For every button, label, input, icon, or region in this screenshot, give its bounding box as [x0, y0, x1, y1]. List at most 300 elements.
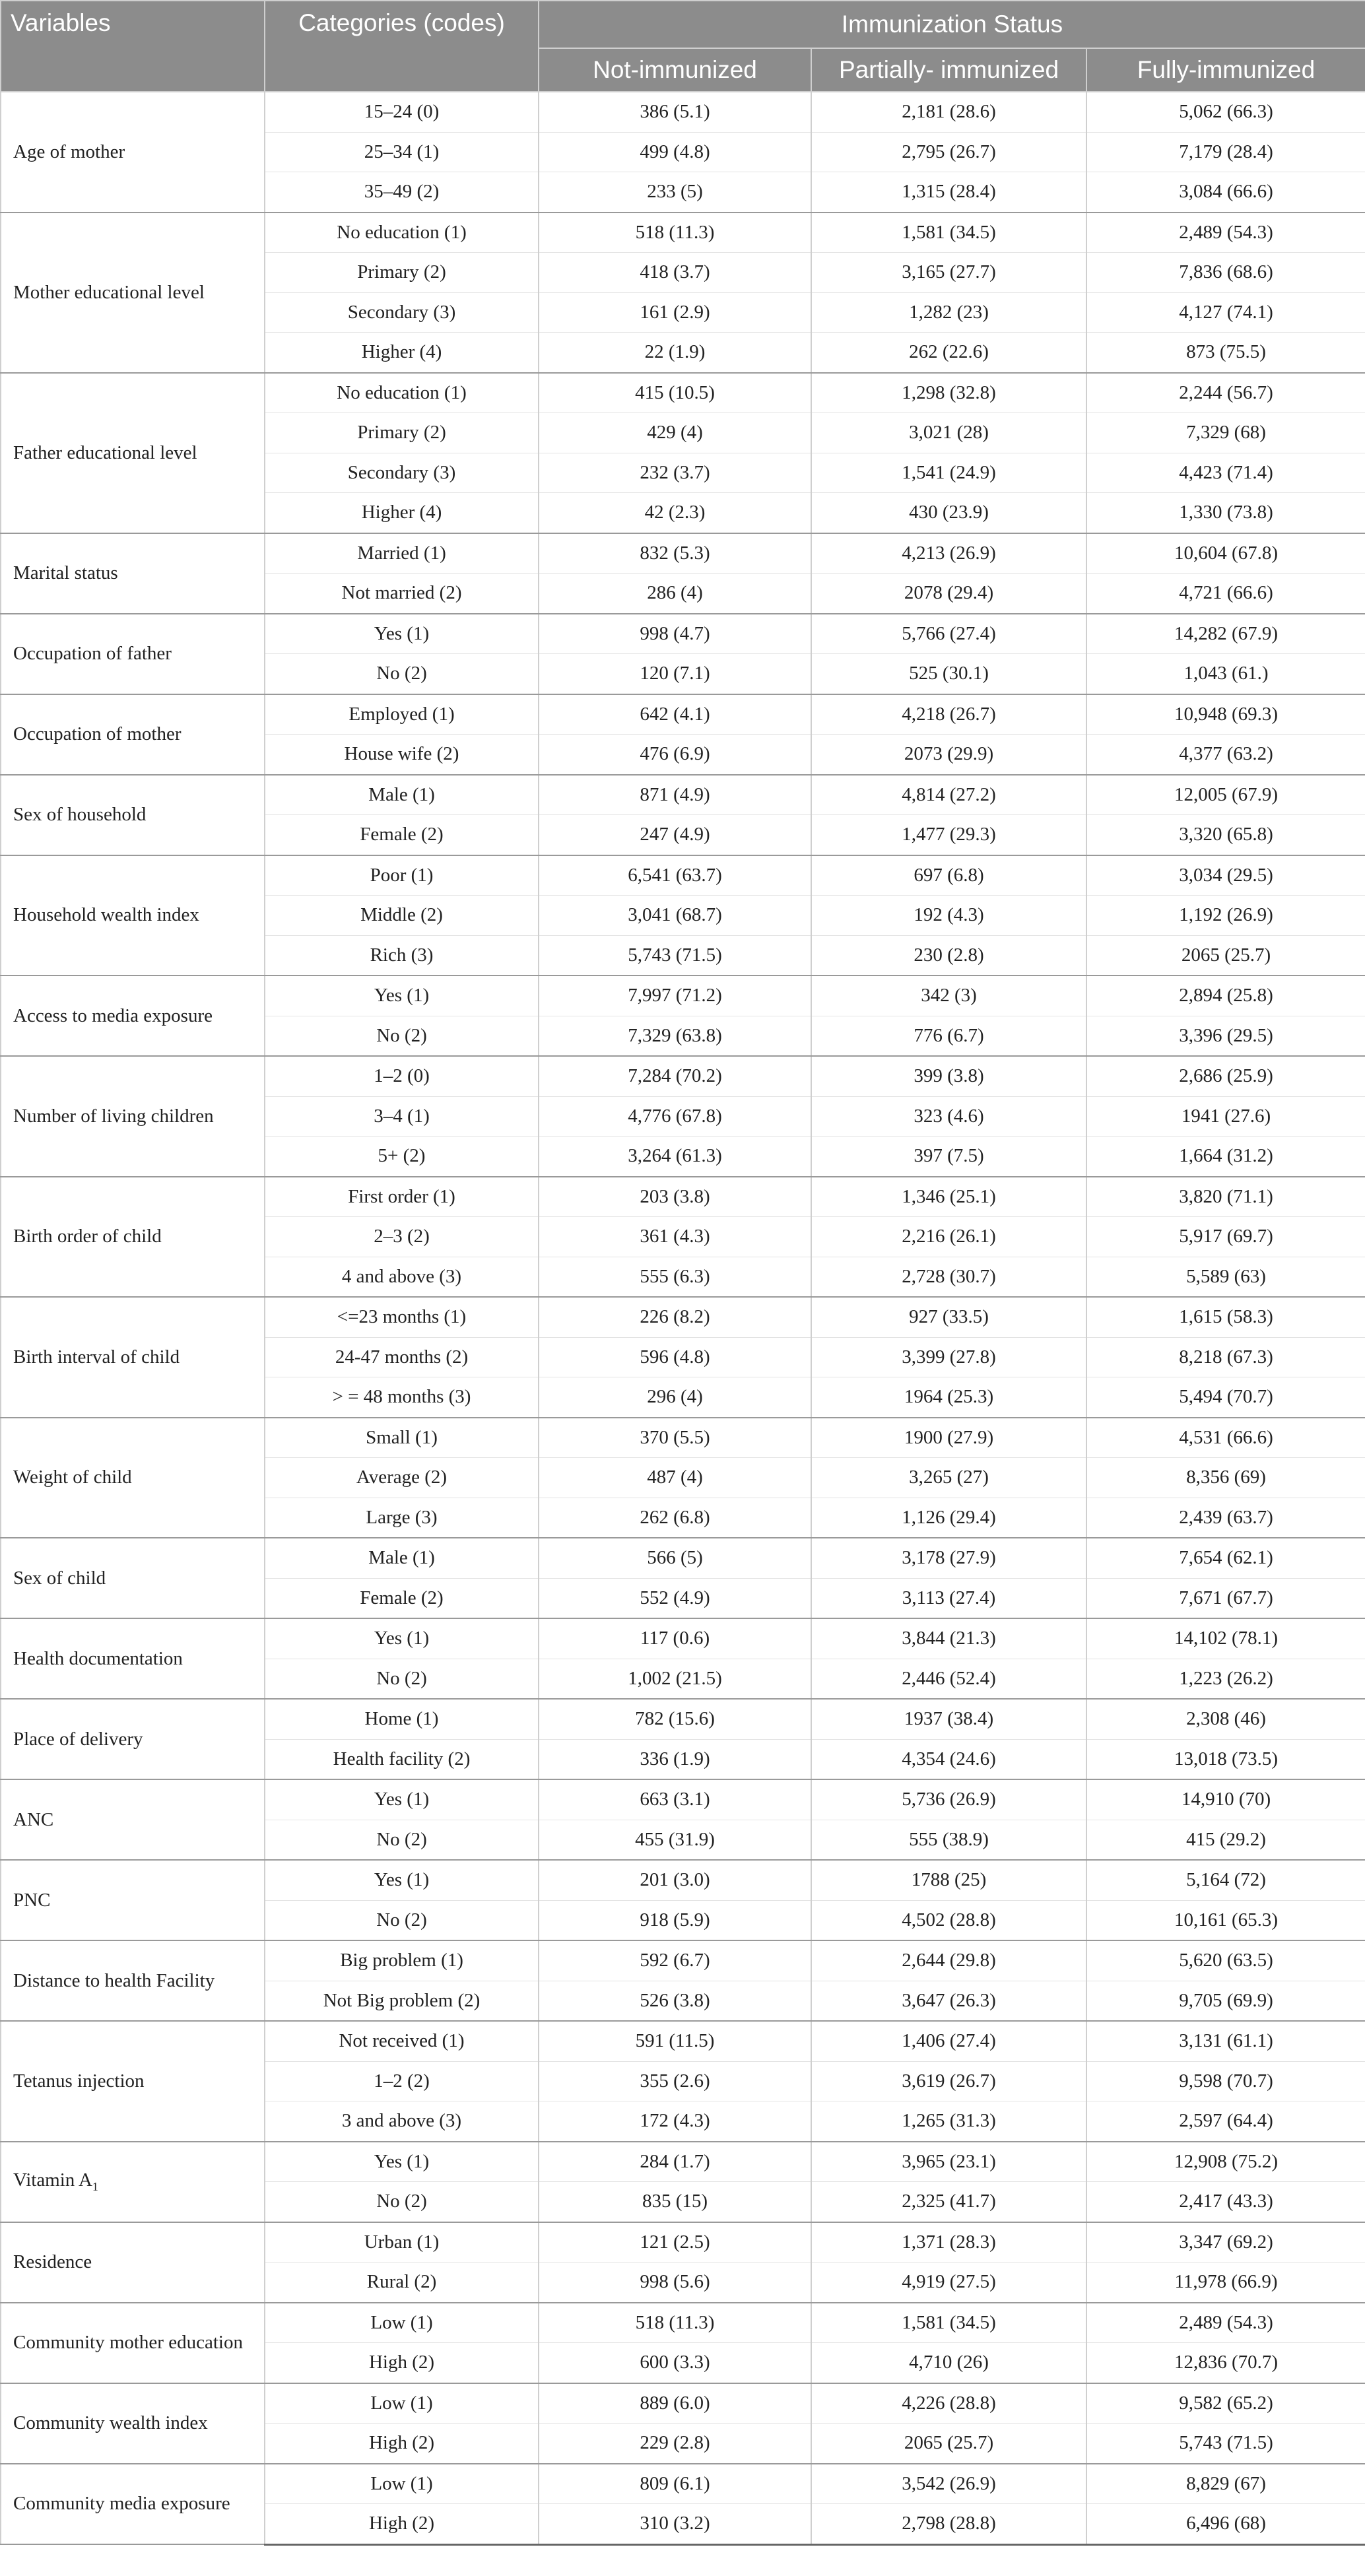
- category-cell: Yes (1): [265, 2142, 539, 2182]
- not-immunized-cell: 555 (6.3): [539, 1257, 811, 1297]
- fully-immunized-cell: 9,598 (70.7): [1086, 2061, 1365, 2101]
- variable-cell: [1, 1779, 265, 1860]
- fully-immunized-cell: 5,589 (63): [1086, 1257, 1365, 1297]
- table-row: [1, 694, 1365, 735]
- category-cell: No (2): [265, 1900, 539, 1940]
- variable-cell: [1, 1699, 265, 1779]
- not-immunized-cell: 918 (5.9): [539, 1900, 811, 1940]
- category-cell: House wife (2): [265, 735, 539, 775]
- partially-immunized-cell: 1,298 (32.8): [811, 373, 1086, 413]
- table-row: [1, 1860, 1365, 1900]
- variable-label: Access to media exposure: [13, 1005, 213, 1026]
- partially-immunized-cell: 3,165 (27.7): [811, 253, 1086, 293]
- category-cell: Primary (2): [265, 253, 539, 293]
- fully-immunized-cell: 12,005 (67.9): [1086, 775, 1365, 815]
- fully-immunized-cell: 1941 (27.6): [1086, 1096, 1365, 1137]
- immunization-status-header: Immunization Status: [539, 1, 1365, 48]
- not-immunized-cell: 998 (5.6): [539, 2262, 811, 2303]
- category-cell: No (2): [265, 1820, 539, 1860]
- variable-cell: [1, 1860, 265, 1940]
- not-immunized-cell: 296 (4): [539, 1377, 811, 1418]
- variable-cell: [1, 614, 265, 694]
- partially-immunized-cell: 4,919 (27.5): [811, 2262, 1086, 2303]
- not-immunized-cell: 172 (4.3): [539, 2101, 811, 2142]
- partially-immunized-cell: 2,446 (52.4): [811, 1659, 1086, 1699]
- category-cell: 1–2 (0): [265, 1056, 539, 1096]
- category-cell: 1–2 (2): [265, 2061, 539, 2101]
- not-immunized-cell: 998 (4.7): [539, 614, 811, 654]
- partially-immunized-cell: 1,126 (29.4): [811, 1498, 1086, 1538]
- partially-immunized-cell: 3,178 (27.9): [811, 1538, 1086, 1578]
- table-row: [1, 975, 1365, 1016]
- category-cell: Big problem (1): [265, 1940, 539, 1981]
- fully-immunized-cell: 2,244 (56.7): [1086, 373, 1365, 413]
- not-immunized-cell: 5,743 (71.5): [539, 935, 811, 975]
- category-cell: Not married (2): [265, 574, 539, 614]
- not-immunized-cell: 476 (6.9): [539, 735, 811, 775]
- fully-immunized-cell: 10,948 (69.3): [1086, 694, 1365, 735]
- variable-label: Weight of child: [13, 1467, 132, 1488]
- fully-immunized-cell: 7,329 (68): [1086, 413, 1365, 453]
- table-row: [1, 855, 1365, 896]
- partially-immunized-cell: 2073 (29.9): [811, 735, 1086, 775]
- variable-label: ANC: [13, 1808, 54, 1830]
- partially-immunized-cell: 697 (6.8): [811, 855, 1086, 896]
- partially-immunized-cell: 4,354 (24.6): [811, 1739, 1086, 1779]
- fully-immunized-cell: 2,417 (43.3): [1086, 2182, 1365, 2222]
- partially-immunized-cell: 192 (4.3): [811, 896, 1086, 936]
- table-row: [1, 1418, 1365, 1458]
- partially-immunized-cell: 230 (2.8): [811, 935, 1086, 975]
- variable-label: PNC: [13, 1889, 51, 1911]
- category-cell: Home (1): [265, 1699, 539, 1739]
- variable-cell: [1, 2303, 265, 2383]
- partially-immunized-cell: 1,371 (28.3): [811, 2222, 1086, 2262]
- variable-cell: [1, 2142, 265, 2222]
- variable-label: Birth order of child: [13, 1226, 162, 1247]
- category-cell: Female (2): [265, 1578, 539, 1618]
- not-immunized-cell: 832 (5.3): [539, 533, 811, 574]
- partially-immunized-cell: 5,736 (26.9): [811, 1779, 1086, 1820]
- partially-immunized-cell: 1,477 (29.3): [811, 815, 1086, 855]
- partially-immunized-cell: 3,542 (26.9): [811, 2464, 1086, 2504]
- not-immunized-cell: 596 (4.8): [539, 1337, 811, 1377]
- variable-cell: [1, 694, 265, 775]
- fully-immunized-cell: 6,496 (68): [1086, 2504, 1365, 2545]
- category-cell: Not Big problem (2): [265, 1981, 539, 2021]
- not-immunized-cell: 370 (5.5): [539, 1418, 811, 1458]
- category-cell: Urban (1): [265, 2222, 539, 2262]
- category-cell: Secondary (3): [265, 292, 539, 333]
- variable-cell: [1, 855, 265, 976]
- not-immunized-cell: 871 (4.9): [539, 775, 811, 815]
- not-immunized-cell: 203 (3.8): [539, 1177, 811, 1217]
- partially-immunized-cell: 4,814 (27.2): [811, 775, 1086, 815]
- category-cell: No education (1): [265, 373, 539, 413]
- partially-immunized-cell: 430 (23.9): [811, 493, 1086, 533]
- table-row: [1, 1779, 1365, 1820]
- variable-label: Household wealth index: [13, 904, 199, 926]
- not-immunized-cell: 889 (6.0): [539, 2383, 811, 2424]
- table-row: [1, 1538, 1365, 1578]
- not-immunized-cell: 809 (6.1): [539, 2464, 811, 2504]
- variable-cell: [1, 2464, 265, 2545]
- fully-immunized-cell: 1,615 (58.3): [1086, 1297, 1365, 1337]
- fully-immunized-cell: 1,223 (26.2): [1086, 1659, 1365, 1699]
- variable-label: Community wealth index: [13, 2412, 208, 2433]
- variable-cell: [1, 92, 265, 213]
- not-immunized-cell: 1,002 (21.5): [539, 1659, 811, 1699]
- fully-immunized-header: Fully-immunized: [1086, 48, 1365, 92]
- category-cell: Health facility (2): [265, 1739, 539, 1779]
- not-immunized-cell: 226 (8.2): [539, 1297, 811, 1337]
- fully-immunized-cell: 10,161 (65.3): [1086, 1900, 1365, 1940]
- partially-immunized-cell: 5,766 (27.4): [811, 614, 1086, 654]
- table-row: [1, 1297, 1365, 1337]
- variable-label: Tetanus injection: [13, 2070, 145, 2092]
- not-immunized-cell: 642 (4.1): [539, 694, 811, 735]
- not-immunized-cell: 3,264 (61.3): [539, 1137, 811, 1177]
- partially-immunized-cell: 2065 (25.7): [811, 2424, 1086, 2464]
- partially-immunized-cell: 2078 (29.4): [811, 574, 1086, 614]
- partially-immunized-cell: 342 (3): [811, 975, 1086, 1016]
- partially-immunized-cell: 397 (7.5): [811, 1137, 1086, 1177]
- partially-immunized-cell: 4,226 (28.8): [811, 2383, 1086, 2424]
- partially-immunized-cell: 1,346 (25.1): [811, 1177, 1086, 1217]
- fully-immunized-cell: 7,654 (62.1): [1086, 1538, 1365, 1578]
- category-cell: Poor (1): [265, 855, 539, 896]
- not-immunized-cell: 526 (3.8): [539, 1981, 811, 2021]
- partially-immunized-cell: 4,213 (26.9): [811, 533, 1086, 574]
- partially-immunized-cell: 2,216 (26.1): [811, 1217, 1086, 1257]
- category-cell: Yes (1): [265, 1860, 539, 1900]
- variable-cell: [1, 975, 265, 1056]
- category-cell: Female (2): [265, 815, 539, 855]
- not-immunized-cell: 42 (2.3): [539, 493, 811, 533]
- categories-header: Categories (codes): [265, 1, 539, 92]
- partially-immunized-cell: 2,728 (30.7): [811, 1257, 1086, 1297]
- variable-cell: [1, 775, 265, 855]
- not-immunized-header: Not-immunized: [539, 48, 811, 92]
- variable-cell: [1, 1056, 265, 1177]
- fully-immunized-cell: 11,978 (66.9): [1086, 2262, 1365, 2303]
- fully-immunized-cell: 2,489 (54.3): [1086, 213, 1365, 253]
- variable-label: Age of mother: [13, 141, 125, 162]
- fully-immunized-cell: 7,836 (68.6): [1086, 253, 1365, 293]
- not-immunized-cell: 286 (4): [539, 574, 811, 614]
- variable-cell: [1, 1418, 265, 1538]
- fully-immunized-cell: 4,423 (71.4): [1086, 453, 1365, 493]
- not-immunized-cell: 663 (3.1): [539, 1779, 811, 1820]
- variable-label: Community media exposure: [13, 2493, 230, 2515]
- variable-cell: [1, 373, 265, 533]
- category-cell: <=23 months (1): [265, 1297, 539, 1337]
- fully-immunized-cell: 1,043 (61.): [1086, 654, 1365, 694]
- partially-immunized-cell: 3,399 (27.8): [811, 1337, 1086, 1377]
- category-cell: Higher (4): [265, 333, 539, 373]
- category-cell: 25–34 (1): [265, 132, 539, 172]
- fully-immunized-cell: 2,686 (25.9): [1086, 1056, 1365, 1096]
- category-cell: 3 and above (3): [265, 2101, 539, 2142]
- variable-cell: [1, 2383, 265, 2464]
- fully-immunized-cell: 12,908 (75.2): [1086, 2142, 1365, 2182]
- table-row: [1, 2464, 1365, 2504]
- partially-immunized-cell: 1,406 (27.4): [811, 2021, 1086, 2061]
- not-immunized-cell: 386 (5.1): [539, 92, 811, 132]
- fully-immunized-cell: 3,320 (65.8): [1086, 815, 1365, 855]
- not-immunized-cell: 121 (2.5): [539, 2222, 811, 2262]
- category-cell: > = 48 months (3): [265, 1377, 539, 1418]
- category-cell: Low (1): [265, 2464, 539, 2504]
- fully-immunized-cell: 3,034 (29.5): [1086, 855, 1365, 896]
- fully-immunized-cell: 873 (75.5): [1086, 333, 1365, 373]
- not-immunized-cell: 7,329 (63.8): [539, 1016, 811, 1056]
- partially-immunized-cell: 323 (4.6): [811, 1096, 1086, 1137]
- table-row: [1, 533, 1365, 574]
- category-cell: Yes (1): [265, 1779, 539, 1820]
- category-cell: Low (1): [265, 2303, 539, 2343]
- category-cell: Small (1): [265, 1418, 539, 1458]
- category-cell: 3–4 (1): [265, 1096, 539, 1137]
- not-immunized-cell: 518 (11.3): [539, 213, 811, 253]
- fully-immunized-cell: 3,131 (61.1): [1086, 2021, 1365, 2061]
- category-cell: No (2): [265, 2182, 539, 2222]
- partially-immunized-cell: 4,218 (26.7): [811, 694, 1086, 735]
- category-cell: First order (1): [265, 1177, 539, 1217]
- partially-immunized-cell: 1964 (25.3): [811, 1377, 1086, 1418]
- variable-label: Occupation of father: [13, 643, 172, 664]
- partially-immunized-cell: 2,795 (26.7): [811, 132, 1086, 172]
- table-row: [1, 2303, 1365, 2343]
- not-immunized-cell: 415 (10.5): [539, 373, 811, 413]
- table-row: [1, 2142, 1365, 2182]
- not-immunized-cell: 120 (7.1): [539, 654, 811, 694]
- variable-label: Place of delivery: [13, 1728, 143, 1750]
- variable-cell: [1, 1297, 265, 1418]
- fully-immunized-cell: 1,192 (26.9): [1086, 896, 1365, 936]
- partially-immunized-cell: 2,644 (29.8): [811, 1940, 1086, 1981]
- not-immunized-cell: 262 (6.8): [539, 1498, 811, 1538]
- fully-immunized-cell: 8,218 (67.3): [1086, 1337, 1365, 1377]
- not-immunized-cell: 552 (4.9): [539, 1578, 811, 1618]
- category-cell: Secondary (3): [265, 453, 539, 493]
- partially-immunized-cell: 1788 (25): [811, 1860, 1086, 1900]
- table-row: [1, 614, 1365, 654]
- variable-label: Occupation of mother: [13, 723, 182, 744]
- partially-immunized-cell: 3,844 (21.3): [811, 1618, 1086, 1659]
- variable-label: Community mother education: [13, 2332, 243, 2353]
- category-cell: 15–24 (0): [265, 92, 539, 132]
- table-body: [1, 92, 1365, 2544]
- category-cell: Male (1): [265, 775, 539, 815]
- partially-immunized-cell: 1,581 (34.5): [811, 213, 1086, 253]
- table-row: [1, 1940, 1365, 1981]
- fully-immunized-cell: 4,127 (74.1): [1086, 292, 1365, 333]
- fully-immunized-cell: 4,531 (66.6): [1086, 1418, 1365, 1458]
- fully-immunized-cell: 5,164 (72): [1086, 1860, 1365, 1900]
- category-cell: High (2): [265, 2343, 539, 2383]
- partially-immunized-cell: 2,798 (28.8): [811, 2504, 1086, 2545]
- category-cell: Married (1): [265, 533, 539, 574]
- not-immunized-cell: 6,541 (63.7): [539, 855, 811, 896]
- variable-label: Distance to health Facility: [13, 1969, 215, 1991]
- not-immunized-cell: 518 (11.3): [539, 2303, 811, 2343]
- not-immunized-cell: 782 (15.6): [539, 1699, 811, 1739]
- fully-immunized-cell: 14,282 (67.9): [1086, 614, 1365, 654]
- category-cell: Middle (2): [265, 896, 539, 936]
- not-immunized-cell: 487 (4): [539, 1458, 811, 1498]
- fully-immunized-cell: 10,604 (67.8): [1086, 533, 1365, 574]
- fully-immunized-cell: 2,489 (54.3): [1086, 2303, 1365, 2343]
- table-row: [1, 1618, 1365, 1659]
- fully-immunized-cell: 5,917 (69.7): [1086, 1217, 1365, 1257]
- category-cell: Rural (2): [265, 2262, 539, 2303]
- partially-immunized-cell: 1,265 (31.3): [811, 2101, 1086, 2142]
- fully-immunized-cell: 2,308 (46): [1086, 1699, 1365, 1739]
- variable-cell: [1, 1940, 265, 2021]
- not-immunized-cell: 336 (1.9): [539, 1739, 811, 1779]
- partially-immunized-cell: 776 (6.7): [811, 1016, 1086, 1056]
- category-cell: 5+ (2): [265, 1137, 539, 1177]
- category-cell: Large (3): [265, 1498, 539, 1538]
- fully-immunized-cell: 415 (29.2): [1086, 1820, 1365, 1860]
- fully-immunized-cell: 2,597 (64.4): [1086, 2101, 1365, 2142]
- partially-immunized-cell: 3,021 (28): [811, 413, 1086, 453]
- partially-immunized-cell: 1,315 (28.4): [811, 172, 1086, 213]
- category-cell: Employed (1): [265, 694, 539, 735]
- fully-immunized-cell: 4,721 (66.6): [1086, 574, 1365, 614]
- fully-immunized-cell: 3,347 (69.2): [1086, 2222, 1365, 2262]
- fully-immunized-cell: 9,705 (69.9): [1086, 1981, 1365, 2021]
- table-row: [1, 213, 1365, 253]
- not-immunized-cell: 591 (11.5): [539, 2021, 811, 2061]
- fully-immunized-cell: 2,894 (25.8): [1086, 975, 1365, 1016]
- not-immunized-cell: 233 (5): [539, 172, 811, 213]
- partially-immunized-header: Partially- immunized: [811, 48, 1086, 92]
- fully-immunized-cell: 1,330 (73.8): [1086, 493, 1365, 533]
- partially-immunized-cell: 262 (22.6): [811, 333, 1086, 373]
- not-immunized-cell: 247 (4.9): [539, 815, 811, 855]
- partially-immunized-cell: 1,541 (24.9): [811, 453, 1086, 493]
- partially-immunized-cell: 3,647 (26.3): [811, 1981, 1086, 2021]
- partially-immunized-cell: 525 (30.1): [811, 654, 1086, 694]
- category-cell: 24-47 months (2): [265, 1337, 539, 1377]
- fully-immunized-cell: 8,829 (67): [1086, 2464, 1365, 2504]
- fully-immunized-cell: 12,836 (70.7): [1086, 2343, 1365, 2383]
- category-cell: Low (1): [265, 2383, 539, 2424]
- category-cell: Yes (1): [265, 975, 539, 1016]
- not-immunized-cell: 7,284 (70.2): [539, 1056, 811, 1096]
- fully-immunized-cell: 7,179 (28.4): [1086, 132, 1365, 172]
- not-immunized-cell: 3,041 (68.7): [539, 896, 811, 936]
- not-immunized-cell: 7,997 (71.2): [539, 975, 811, 1016]
- category-cell: High (2): [265, 2424, 539, 2464]
- fully-immunized-cell: 3,820 (71.1): [1086, 1177, 1365, 1217]
- category-cell: Yes (1): [265, 1618, 539, 1659]
- not-immunized-cell: 201 (3.0): [539, 1860, 811, 1900]
- table-row: [1, 775, 1365, 815]
- fully-immunized-cell: 14,102 (78.1): [1086, 1618, 1365, 1659]
- fully-immunized-cell: 14,910 (70): [1086, 1779, 1365, 1820]
- partially-immunized-cell: 3,965 (23.1): [811, 2142, 1086, 2182]
- partially-immunized-cell: 1,581 (34.5): [811, 2303, 1086, 2343]
- variable-cell: [1, 533, 265, 614]
- category-cell: 4 and above (3): [265, 1257, 539, 1297]
- table-row: [1, 1056, 1365, 1096]
- category-cell: No (2): [265, 654, 539, 694]
- fully-immunized-cell: 5,743 (71.5): [1086, 2424, 1365, 2464]
- fully-immunized-cell: 5,494 (70.7): [1086, 1377, 1365, 1418]
- partially-immunized-cell: 3,113 (27.4): [811, 1578, 1086, 1618]
- fully-immunized-cell: 3,396 (29.5): [1086, 1016, 1365, 1056]
- variables-header: Variables: [1, 1, 265, 92]
- not-immunized-cell: 455 (31.9): [539, 1820, 811, 1860]
- table-row: [1, 2021, 1365, 2061]
- category-cell: Not received (1): [265, 2021, 539, 2061]
- variable-label: Father educational level: [13, 442, 197, 463]
- partially-immunized-cell: 1937 (38.4): [811, 1699, 1086, 1739]
- category-cell: Average (2): [265, 1458, 539, 1498]
- fully-immunized-cell: 9,582 (65.2): [1086, 2383, 1365, 2424]
- not-immunized-cell: 600 (3.3): [539, 2343, 811, 2383]
- partially-immunized-cell: 1,282 (23): [811, 292, 1086, 333]
- partially-immunized-cell: 2,181 (28.6): [811, 92, 1086, 132]
- category-cell: No education (1): [265, 213, 539, 253]
- category-cell: Yes (1): [265, 614, 539, 654]
- not-immunized-cell: 117 (0.6): [539, 1618, 811, 1659]
- not-immunized-cell: 161 (2.9): [539, 292, 811, 333]
- fully-immunized-cell: 2065 (25.7): [1086, 935, 1365, 975]
- fully-immunized-cell: 13,018 (73.5): [1086, 1739, 1365, 1779]
- table-row: [1, 373, 1365, 413]
- fully-immunized-cell: 3,084 (66.6): [1086, 172, 1365, 213]
- partially-immunized-cell: 399 (3.8): [811, 1056, 1086, 1096]
- category-cell: 2–3 (2): [265, 1217, 539, 1257]
- variable-label: Mother educational level: [13, 281, 205, 303]
- partially-immunized-cell: 4,710 (26): [811, 2343, 1086, 2383]
- not-immunized-cell: 284 (1.7): [539, 2142, 811, 2182]
- variable-cell: [1, 213, 265, 373]
- partially-immunized-cell: 2,325 (41.7): [811, 2182, 1086, 2222]
- variable-cell: [1, 2021, 265, 2142]
- not-immunized-cell: 355 (2.6): [539, 2061, 811, 2101]
- variable-label: Residence: [13, 2251, 92, 2272]
- not-immunized-cell: 418 (3.7): [539, 253, 811, 293]
- table-row: [1, 2222, 1365, 2262]
- not-immunized-cell: 232 (3.7): [539, 453, 811, 493]
- table-header: [1, 1, 1365, 92]
- not-immunized-cell: 499 (4.8): [539, 132, 811, 172]
- partially-immunized-cell: 3,619 (26.7): [811, 2061, 1086, 2101]
- variable-label: Birth interval of child: [13, 1346, 180, 1368]
- variable-label: Health documentation: [13, 1647, 183, 1669]
- variable-cell: [1, 1538, 265, 1618]
- variable-label: Sex of household: [13, 804, 147, 825]
- fully-immunized-cell: 5,062 (66.3): [1086, 92, 1365, 132]
- category-cell: Higher (4): [265, 493, 539, 533]
- fully-immunized-cell: 1,664 (31.2): [1086, 1137, 1365, 1177]
- variable-subscript: 1: [92, 2179, 98, 2193]
- not-immunized-cell: 592 (6.7): [539, 1940, 811, 1981]
- fully-immunized-cell: 4,377 (63.2): [1086, 735, 1365, 775]
- fully-immunized-cell: 7,671 (67.7): [1086, 1578, 1365, 1618]
- fully-immunized-cell: 5,620 (63.5): [1086, 1940, 1365, 1981]
- not-immunized-cell: 229 (2.8): [539, 2424, 811, 2464]
- partially-immunized-cell: 4,502 (28.8): [811, 1900, 1086, 1940]
- category-cell: Male (1): [265, 1538, 539, 1578]
- variable-cell: [1, 2222, 265, 2303]
- category-cell: Primary (2): [265, 413, 539, 453]
